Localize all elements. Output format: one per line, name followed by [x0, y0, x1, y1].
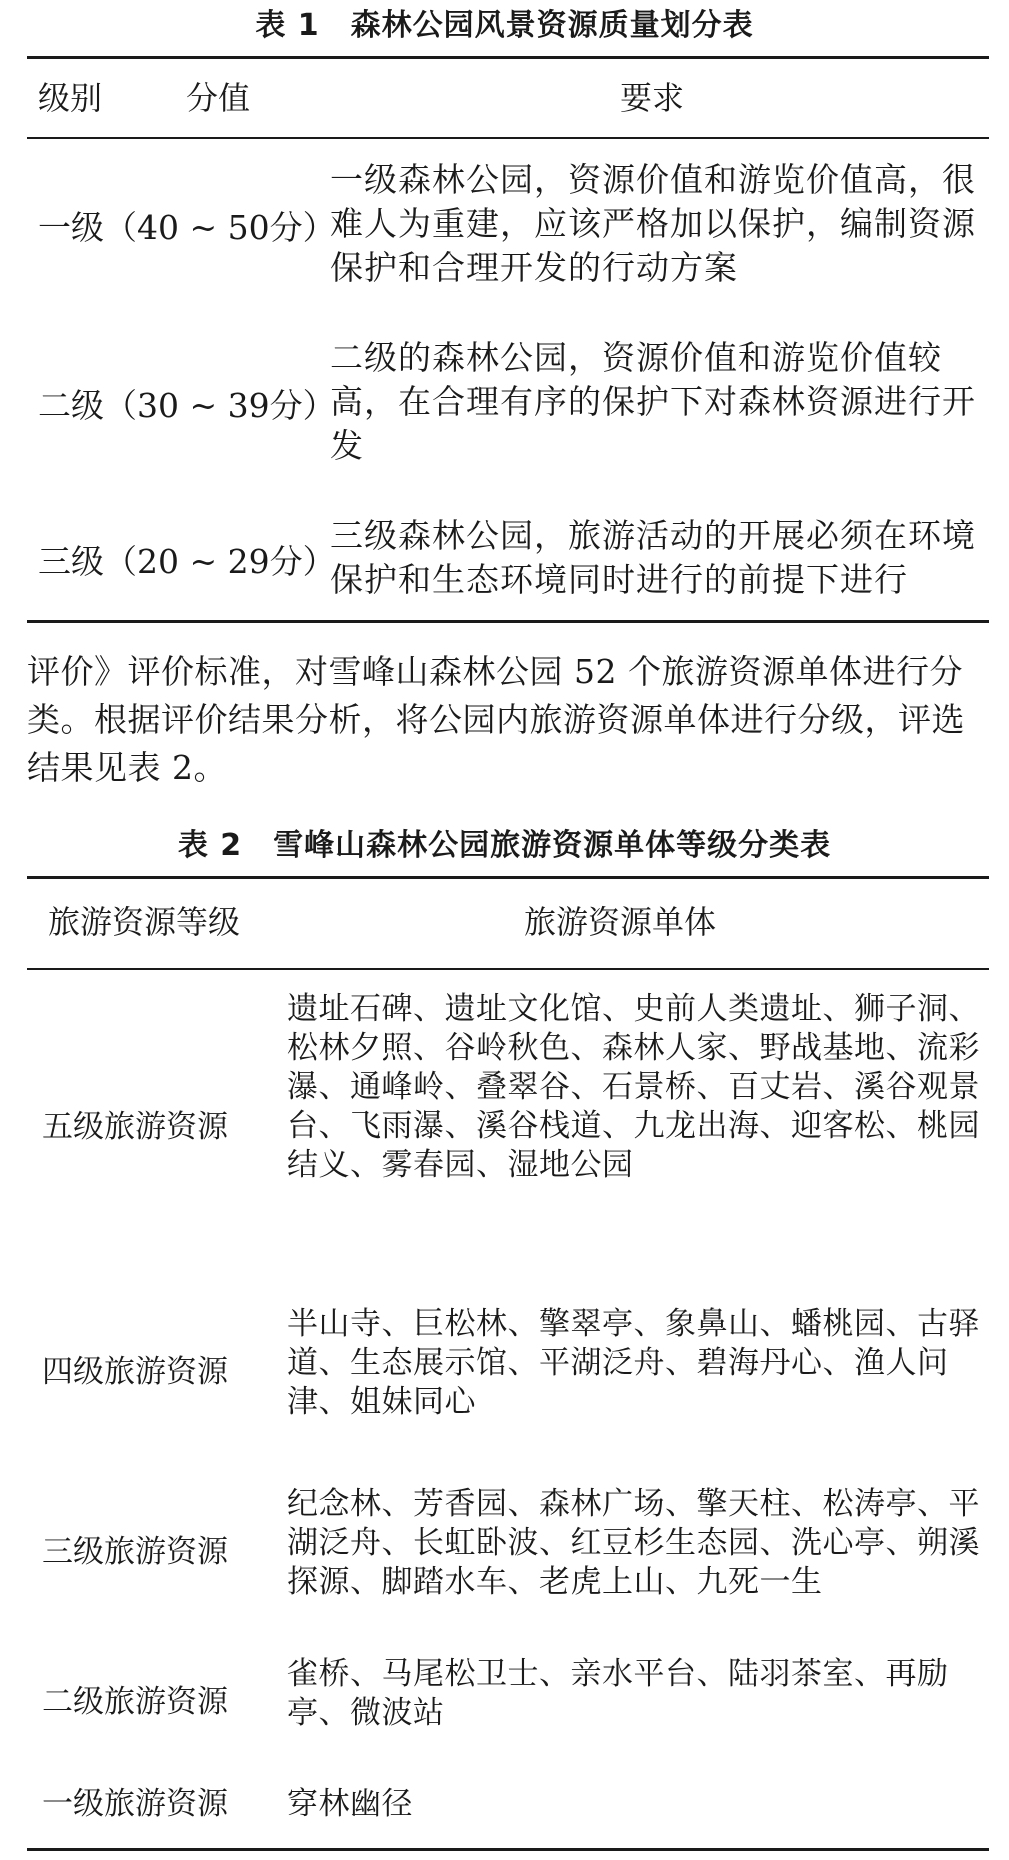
table2-top-rule — [27, 876, 989, 879]
table2-units: 雀桥、马尾松卫士、亲水平台、陆羽茶室、再励亭、微波站 — [287, 1656, 949, 1731]
table2-grade: 五级旅游资源 — [42, 1109, 228, 1145]
table2-grade: 三级旅游资源 — [42, 1534, 228, 1570]
table1-header-requirement: 要求 — [620, 79, 685, 117]
table1-level-score: 一级（40 ~ 50分） — [38, 208, 336, 247]
table2-header-grade: 旅游资源等级 — [48, 903, 241, 941]
table1-requirement: 二级的森林公园，资源价值和游览价值较高，在合理有序的保护下对森林资源进行开发 — [330, 338, 976, 465]
table1-top-rule — [27, 56, 989, 59]
table1-level-score: 二级（30 ~ 39分） — [38, 386, 336, 425]
table1-title: 表 1 森林公园风景资源质量划分表 — [255, 8, 754, 43]
table2-grade: 四级旅游资源 — [42, 1354, 228, 1390]
table1-requirement: 三级森林公园，旅游活动的开展必须在环境保护和生态环境同时进行的前提下进行 — [330, 516, 976, 599]
table1-header-score: 分值 — [186, 79, 251, 117]
table2-header-rule — [27, 968, 989, 970]
body-paragraph: 评价》评价标准，对雪峰山森林公园 52 个旅游资源单体进行分类。根据评价结果分析，将公园内旅游资源单体进行分级，评选结果见表 2。 — [27, 652, 965, 787]
table1-header-level: 级别 — [38, 79, 103, 117]
table2-units: 半山寺、巨松林、擎翠亭、象鼻山、蟠桃园、古驿道、生态展示馆、平湖泛舟、碧海丹心、渔人问津、姐妹同心 — [287, 1306, 980, 1420]
table1-bottom-rule — [27, 620, 989, 623]
table2-grade: 二级旅游资源 — [42, 1684, 228, 1720]
table2-grade: 一级旅游资源 — [42, 1786, 228, 1822]
table1-requirement: 一级森林公园，资源价值和游览价值高，很难人为重建，应该严格加以保护，编制资源保护和合理开发的行动方案 — [330, 160, 976, 287]
table2-title: 表 2 雪峰山森林公园旅游资源单体等级分类表 — [177, 828, 832, 863]
table2-units: 纪念林、芳香园、森林广场、擎天柱、松涛亭、平湖泛舟、长虹卧波、红豆杉生态园、洗心亭、朔溪探源、脚踏水车、老虎上山、九死一生 — [287, 1486, 980, 1600]
table1-level-score: 三级（20 ~ 29分） — [38, 542, 336, 581]
table2-header-units: 旅游资源单体 — [524, 903, 717, 941]
table2-units: 穿林幽径 — [287, 1786, 413, 1822]
table1-header-rule — [27, 137, 989, 139]
table2-bottom-rule — [27, 1848, 989, 1851]
table2-units: 遗址石碑、遗址文化馆、史前人类遗址、狮子洞、松林夕照、谷岭秋色、森林人家、野战基地、流彩瀑、通峰岭、叠翠谷、石景桥、百丈岩、溪谷观景台、飞雨瀑、溪谷栈道、九龙出海、迎客松、桃园结义、雾春园、湿地公园 — [287, 991, 980, 1183]
